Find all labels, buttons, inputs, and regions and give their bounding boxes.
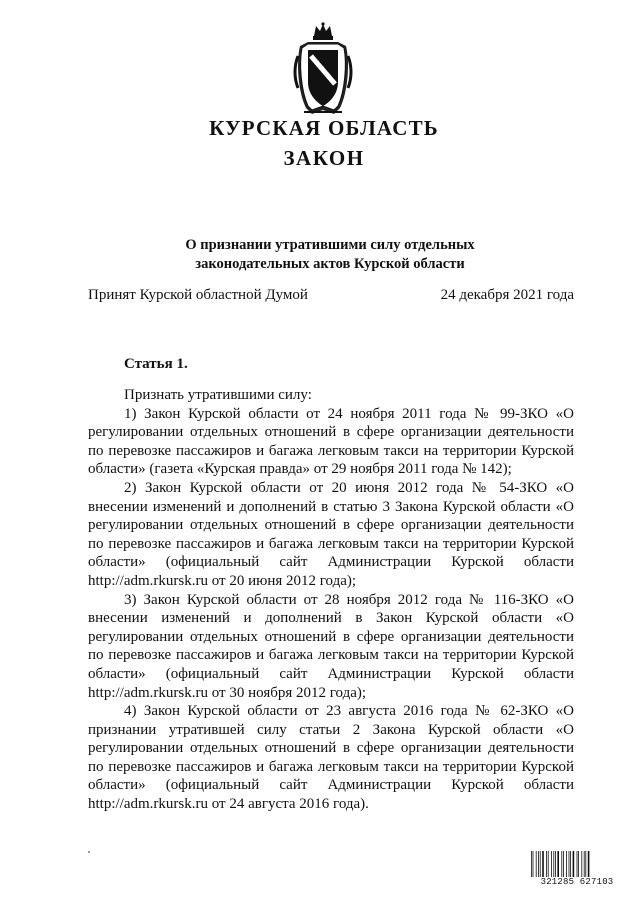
article-paragraph: 3) Закон Курской области от 28 ноября 2012 года № 116-ЗКО «О внесении изменений и дополнений в Закон Курской области «О регулировании отдельных отношений в сфере организации деятельности по перевозке пассажиров и багажа легковым такси на территории Курской области» (официальный сайт Администрации Курской области http://adm.rkursk.ru от 30 ноября 2012 года);: [88, 591, 574, 701]
article-paragraph: 1) Закон Курской области от 24 ноября 2011 года № 99-ЗКО «О регулировании отдельных отношений в сфере организации деятельности по перевозке пассажиров и багажа легковым такси на территории Курской области» (газета «Курская правда» от 29 ноября 2011 года № 142);: [88, 405, 574, 478]
kursk-coat-of-arms-icon: [292, 22, 354, 118]
law-title-line: законодательных актов Курской области: [195, 256, 465, 272]
law-title: [160, 236, 500, 274]
article-paragraph: Признать утратившими силу:: [124, 387, 312, 403]
article-heading: Статья 1.: [124, 356, 188, 372]
law-title-line: О признании утратившими силу отдельных: [185, 237, 475, 253]
adoption-date: 24 декабря 2021 года: [440, 287, 574, 303]
barcode-number: 321285 627103: [530, 877, 624, 887]
document-type: ЗАКОН: [283, 146, 365, 170]
adopted-by: Принят Курской областной Думой: [88, 287, 308, 303]
article-paragraph: 2) Закон Курской области от 20 июня 2012 года № 54-ЗКО «О внесении изменений и дополнений в статью 3 Закона Курской области «О регулировании отдельных отношений в сфере организации деятельности по перевозке пассажиров и багажа легковым такси на территории Курской области» (официальный сайт Администрации Курской области http://adm.rkursk.ru от 20 июня 2012 года);: [88, 479, 574, 589]
scan-artifact: [88, 851, 90, 853]
article-paragraph: 4) Закон Курской области от 23 августа 2016 года № 62-ЗКО «О признании утратившей силу статьи 2 Закона Курской области «О регулировании отдельных отношений в сфере организации деятельности по перевозке пассажиров и багажа легковым такси на территории Курской области» (официальный сайт Администрации Курской области http://adm.rkursk.ru от 24 августа 2016 года).: [88, 703, 574, 813]
region-title: КУРСКАЯ ОБЛАСТЬ: [209, 116, 439, 140]
article-body: [88, 386, 574, 814]
adoption-line: [88, 287, 574, 304]
